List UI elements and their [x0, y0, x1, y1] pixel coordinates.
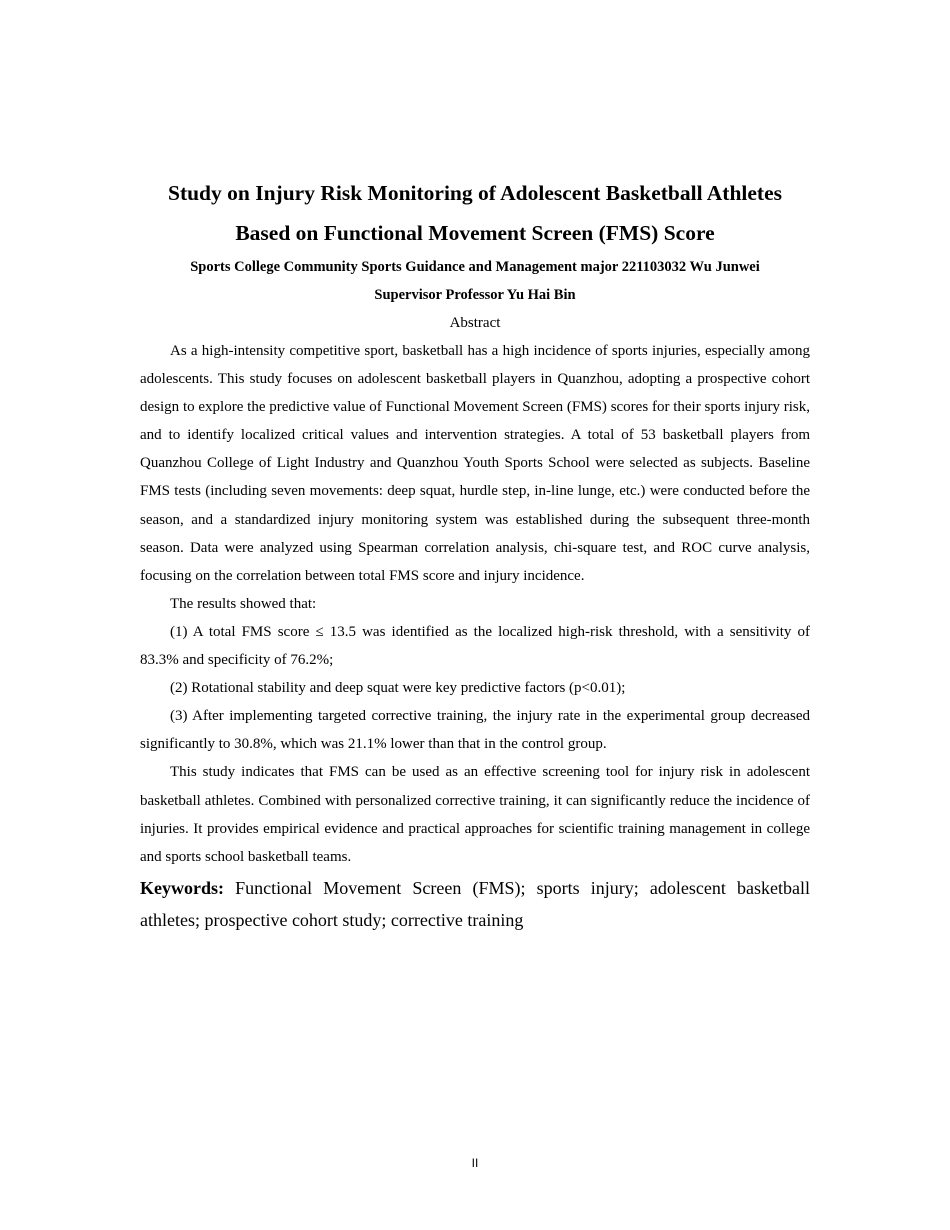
abstract-page — [140, 173, 810, 936]
conclusion-paragraph: This study indicates that FMS can be used as an effective screening tool for injury risk in adolescent basketball athletes. Combined with personalized corrective training, it can significantly reduce the incidence of injuries. It provides empirical evidence and practical approaches for scientific training management in college and sports school basketball teams. — [140, 764, 810, 865]
abstract-paragraph-1: As a high-intensity competitive sport, basketball has a high incidence of sports injuries, especially among adolescents. This study focuses on adolescent basketball players in Quanzhou, adopting a prospective cohort design to explore the predictive value of Functional Movement Screen (FMS) scores for their sports injury risk, and to identify localized critical values and intervention strategies. A total of 53 basketball players from Quanzhou College of Light Industry and Quanzhou Youth Sports School were selected as subjects. Baseline FMS tests (including seven movements: deep squat, hurdle step, in-line lunge, etc.) were conducted before the season, and a standardized injury monitoring system was established during the subsequent three-month season. Data were analyzed using Spearman correlation analysis, chi-square test, and ROC curve analysis, focusing on the correlation between total FMS score and injury incidence. — [140, 343, 810, 584]
abstract-heading: Abstract — [449, 315, 501, 331]
title-line-1: Study on Injury Risk Monitoring of Adolescent Basketball Athletes — [167, 181, 782, 205]
keywords — [140, 872, 810, 936]
title-line-2: Based on Functional Movement Screen (FMS) Score — [235, 221, 715, 245]
page-number: II — [471, 1156, 479, 1170]
author-line: Sports College Community Sports Guidance and Management major 221103032 Wu Junwei — [190, 259, 760, 275]
results-intro: The results showed that: — [170, 595, 317, 612]
keywords-label: Keywords: — [140, 877, 224, 898]
result-item-2: (2) Rotational stability and deep squat were key predictive factors (p<0.01); — [170, 680, 626, 697]
result-item-1: (1) A total FMS score ≤ 13.5 was identified as the localized high-risk threshold, with a sensitivity of 83.3% and specificity of 76.2%; — [140, 623, 810, 669]
result-item-3: (3) After implementing targeted corrective training, the injury rate in the experimental group decreased significantly to 30.8%, which was 21.1% lower than that in the control group. — [140, 708, 810, 753]
keywords-text: Functional Movement Screen (FMS); sports injury; adolescent basketball athletes; prospective cohort study; corrective training — [140, 877, 810, 930]
supervisor-line: Supervisor Professor Yu Hai Bin — [374, 287, 576, 303]
